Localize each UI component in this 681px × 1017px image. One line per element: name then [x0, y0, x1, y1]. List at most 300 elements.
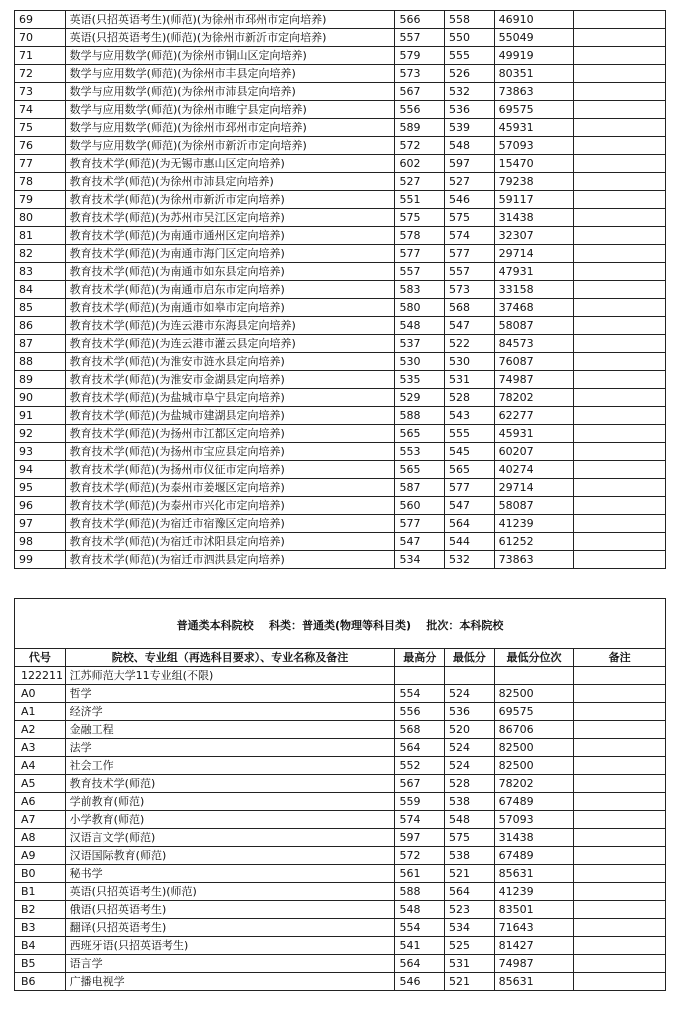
row-min-score: 521 [445, 973, 495, 991]
row-min-score: 530 [445, 353, 495, 371]
table-row [15, 83, 666, 101]
table-row [15, 811, 666, 829]
table-row [15, 281, 666, 299]
row-min-score: 573 [445, 281, 495, 299]
row-code: B2 [15, 901, 66, 919]
row-name: 教育技术学(师范)(为南通市通州区定向培养) [65, 227, 395, 245]
table-row [15, 353, 666, 371]
table-row [15, 29, 666, 47]
bottom-table-body [15, 667, 666, 991]
row-max-score: 572 [395, 137, 445, 155]
row-max-score: 541 [395, 937, 445, 955]
row-min-score: 547 [445, 317, 495, 335]
table-row [15, 335, 666, 353]
row-max-score: 556 [395, 101, 445, 119]
row-name: 英语(只招英语考生)(师范)(为徐州市邳州市定向培养) [65, 11, 395, 29]
row-idx: 78 [15, 173, 66, 191]
row-min-score: 575 [445, 829, 495, 847]
row-note [574, 65, 666, 83]
table-row [15, 515, 666, 533]
row-code: B1 [15, 883, 66, 901]
row-min-rank: 33158 [494, 281, 574, 299]
row-name: 西班牙语(只招英语考生) [65, 937, 395, 955]
row-idx: 77 [15, 155, 66, 173]
table-row [15, 263, 666, 281]
row-min-rank: 85631 [494, 865, 574, 883]
table-row [15, 757, 666, 775]
row-idx: 86 [15, 317, 66, 335]
row-name: 教育技术学(师范)(为扬州市江都区定向培养) [65, 425, 395, 443]
table-row [15, 371, 666, 389]
row-code: A5 [15, 775, 66, 793]
row-min-rank: 73863 [494, 83, 574, 101]
table-row [15, 497, 666, 515]
row-idx: 82 [15, 245, 66, 263]
table-row [15, 955, 666, 973]
table-row [15, 443, 666, 461]
row-min-rank: 82500 [494, 739, 574, 757]
table-row [15, 739, 666, 757]
table-row [15, 775, 666, 793]
table-row [15, 119, 666, 137]
row-max-score: 559 [395, 793, 445, 811]
row-min-rank: 74987 [494, 371, 574, 389]
row-note [574, 263, 666, 281]
row-idx: 94 [15, 461, 66, 479]
row-min-rank: 40274 [494, 461, 574, 479]
row-min-rank: 31438 [494, 829, 574, 847]
row-min-score: 528 [445, 389, 495, 407]
row-note [574, 685, 666, 703]
table-row [15, 937, 666, 955]
row-name: 金融工程 [65, 721, 395, 739]
row-name: 经济学 [65, 703, 395, 721]
row-name: 英语(只招英语考生)(师范)(为徐州市新沂市定向培养) [65, 29, 395, 47]
row-idx: 96 [15, 497, 66, 515]
row-max-score: 567 [395, 775, 445, 793]
row-min-rank: 71643 [494, 919, 574, 937]
row-max-score: 583 [395, 281, 445, 299]
table-row [15, 317, 666, 335]
table-row [15, 101, 666, 119]
row-idx: 74 [15, 101, 66, 119]
row-min-rank: 78202 [494, 389, 574, 407]
section-header-box [14, 598, 666, 648]
group-name: 江苏师范大学11专业组(不限) [65, 667, 395, 685]
table-row [15, 173, 666, 191]
row-max-score: 560 [395, 497, 445, 515]
row-min-rank: 67489 [494, 793, 574, 811]
row-max-score: 529 [395, 389, 445, 407]
row-name: 小学教育(师范) [65, 811, 395, 829]
row-min-score: 532 [445, 83, 495, 101]
table-row [15, 461, 666, 479]
row-min-rank: 57093 [494, 137, 574, 155]
row-note [574, 11, 666, 29]
row-min-rank: 76087 [494, 353, 574, 371]
row-name: 教育技术学(师范)(为泰州市兴化市定向培养) [65, 497, 395, 515]
row-min-score: 574 [445, 227, 495, 245]
row-min-rank: 59117 [494, 191, 574, 209]
row-name: 教育技术学(师范)(为连云港市灌云县定向培养) [65, 335, 395, 353]
row-max-score: 573 [395, 65, 445, 83]
row-note [574, 137, 666, 155]
row-name: 数学与应用数学(师范)(为徐州市沛县定向培养) [65, 83, 395, 101]
row-max-score: 535 [395, 371, 445, 389]
table-row [15, 973, 666, 991]
row-code: B3 [15, 919, 66, 937]
row-name: 数学与应用数学(师范)(为徐州市铜山区定向培养) [65, 47, 395, 65]
row-min-rank: 82500 [494, 757, 574, 775]
row-code: A0 [15, 685, 66, 703]
row-name: 数学与应用数学(师范)(为徐州市新沂市定向培养) [65, 137, 395, 155]
group-code: 122211 [15, 667, 66, 685]
row-min-score: 558 [445, 11, 495, 29]
row-idx: 69 [15, 11, 66, 29]
row-note [574, 703, 666, 721]
row-min-rank: 45931 [494, 119, 574, 137]
row-max-score: 587 [395, 479, 445, 497]
row-max-score: 548 [395, 317, 445, 335]
row-idx: 79 [15, 191, 66, 209]
row-idx: 72 [15, 65, 66, 83]
row-name: 教育技术学(师范)(为南通市如皋市定向培养) [65, 299, 395, 317]
row-note [574, 515, 666, 533]
row-max-score: 556 [395, 703, 445, 721]
row-min-rank: 80351 [494, 65, 574, 83]
row-note [574, 793, 666, 811]
row-min-rank: 73863 [494, 551, 574, 569]
row-idx: 83 [15, 263, 66, 281]
row-code: A8 [15, 829, 66, 847]
row-note [574, 227, 666, 245]
table-row [15, 703, 666, 721]
table-row [15, 685, 666, 703]
row-min-rank: 58087 [494, 497, 574, 515]
row-note [574, 299, 666, 317]
row-min-rank: 41239 [494, 883, 574, 901]
row-min-rank: 81427 [494, 937, 574, 955]
group-row [15, 667, 666, 685]
row-max-score: 589 [395, 119, 445, 137]
row-name: 数学与应用数学(师范)(为徐州市睢宁县定向培养) [65, 101, 395, 119]
row-min-rank: 60207 [494, 443, 574, 461]
row-note [574, 533, 666, 551]
row-name: 秘书学 [65, 865, 395, 883]
row-idx: 84 [15, 281, 66, 299]
bottom-score-table [14, 648, 666, 991]
row-min-score: 524 [445, 685, 495, 703]
row-min-score: 550 [445, 29, 495, 47]
row-note [574, 389, 666, 407]
row-name: 翻译(只招英语考生) [65, 919, 395, 937]
row-min-rank: 85631 [494, 973, 574, 991]
row-note [574, 317, 666, 335]
row-min-score: 545 [445, 443, 495, 461]
row-min-rank: 46910 [494, 11, 574, 29]
row-name: 教育技术学(师范)(为徐州市沛县定向培养) [65, 173, 395, 191]
row-idx: 95 [15, 479, 66, 497]
row-name: 哲学 [65, 685, 395, 703]
row-max-score: 588 [395, 883, 445, 901]
row-min-rank: 47931 [494, 263, 574, 281]
row-min-score: 547 [445, 497, 495, 515]
row-max-score: 588 [395, 407, 445, 425]
row-note [574, 83, 666, 101]
row-min-score: 534 [445, 919, 495, 937]
row-idx: 99 [15, 551, 66, 569]
table-row [15, 65, 666, 83]
header-code: 代号 [15, 649, 66, 667]
row-note [574, 407, 666, 425]
row-name: 教育技术学(师范)(为扬州市仪征市定向培养) [65, 461, 395, 479]
section-caption: 普通类本科院校 科类：普通类(物理等科目类) 批次：本科院校 [176, 619, 504, 632]
row-max-score: 567 [395, 83, 445, 101]
row-max-score: 554 [395, 685, 445, 703]
row-note [574, 811, 666, 829]
table-row [15, 299, 666, 317]
row-max-score: 557 [395, 29, 445, 47]
group-note [574, 667, 666, 685]
row-code: A4 [15, 757, 66, 775]
table-row [15, 407, 666, 425]
row-name: 汉语国际教育(师范) [65, 847, 395, 865]
row-max-score: 575 [395, 209, 445, 227]
row-min-rank: 55049 [494, 29, 574, 47]
table-row [15, 551, 666, 569]
row-note [574, 461, 666, 479]
row-idx: 70 [15, 29, 66, 47]
row-min-rank: 49919 [494, 47, 574, 65]
table-row [15, 191, 666, 209]
row-name: 数学与应用数学(师范)(为徐州市丰县定向培养) [65, 65, 395, 83]
row-code: B0 [15, 865, 66, 883]
row-min-score: 568 [445, 299, 495, 317]
row-max-score: 565 [395, 461, 445, 479]
row-min-score: 546 [445, 191, 495, 209]
row-min-rank: 15470 [494, 155, 574, 173]
header-max: 最高分 [395, 649, 445, 667]
row-note [574, 829, 666, 847]
row-name: 社会工作 [65, 757, 395, 775]
table-row [15, 155, 666, 173]
table-row [15, 11, 666, 29]
row-min-score: 555 [445, 425, 495, 443]
row-min-rank: 61252 [494, 533, 574, 551]
row-min-score: 555 [445, 47, 495, 65]
row-note [574, 721, 666, 739]
row-max-score: 537 [395, 335, 445, 353]
row-min-rank: 84573 [494, 335, 574, 353]
row-note [574, 119, 666, 137]
row-min-rank: 58087 [494, 317, 574, 335]
row-min-score: 520 [445, 721, 495, 739]
row-idx: 89 [15, 371, 66, 389]
row-idx: 98 [15, 533, 66, 551]
row-note [574, 155, 666, 173]
row-min-score: 523 [445, 901, 495, 919]
row-min-score: 538 [445, 847, 495, 865]
row-name: 教育技术学(师范)(为宿迁市泗洪县定向培养) [65, 551, 395, 569]
row-code: A3 [15, 739, 66, 757]
row-min-score: 531 [445, 371, 495, 389]
table-row [15, 901, 666, 919]
row-name: 教育技术学(师范)(为南通市启东市定向培养) [65, 281, 395, 299]
table-row [15, 479, 666, 497]
row-min-rank: 83501 [494, 901, 574, 919]
header-row [15, 649, 666, 667]
row-name: 汉语言文学(师范) [65, 829, 395, 847]
row-idx: 80 [15, 209, 66, 227]
row-min-rank: 69575 [494, 101, 574, 119]
group-max [395, 667, 445, 685]
row-min-rank: 82500 [494, 685, 574, 703]
row-idx: 71 [15, 47, 66, 65]
row-note [574, 847, 666, 865]
row-min-score: 557 [445, 263, 495, 281]
row-min-score: 536 [445, 703, 495, 721]
row-note [574, 901, 666, 919]
row-name: 教育技术学(师范)(为淮安市金湖县定向培养) [65, 371, 395, 389]
row-note [574, 335, 666, 353]
table-row [15, 829, 666, 847]
row-min-score: 577 [445, 245, 495, 263]
row-max-score: 566 [395, 11, 445, 29]
header-note: 备注 [574, 649, 666, 667]
row-min-rank: 41239 [494, 515, 574, 533]
row-name: 教育技术学(师范)(为苏州市吴江区定向培养) [65, 209, 395, 227]
row-min-rank: 62277 [494, 407, 574, 425]
row-name: 教育技术学(师范)(为泰州市姜堰区定向培养) [65, 479, 395, 497]
row-note [574, 281, 666, 299]
row-min-rank: 79238 [494, 173, 574, 191]
row-idx: 87 [15, 335, 66, 353]
table-row [15, 245, 666, 263]
table-row [15, 847, 666, 865]
row-min-score: 522 [445, 335, 495, 353]
row-max-score: 553 [395, 443, 445, 461]
row-min-rank: 67489 [494, 847, 574, 865]
row-idx: 91 [15, 407, 66, 425]
row-name: 教育技术学(师范)(为盐城市建湖县定向培养) [65, 407, 395, 425]
row-max-score: 580 [395, 299, 445, 317]
row-max-score: 564 [395, 739, 445, 757]
row-idx: 97 [15, 515, 66, 533]
row-note [574, 443, 666, 461]
table-row [15, 209, 666, 227]
row-idx: 75 [15, 119, 66, 137]
row-min-rank: 29714 [494, 479, 574, 497]
row-note [574, 29, 666, 47]
row-name: 教育技术学(师范)(为淮安市涟水县定向培养) [65, 353, 395, 371]
row-idx: 76 [15, 137, 66, 155]
row-max-score: 546 [395, 973, 445, 991]
row-idx: 92 [15, 425, 66, 443]
row-name: 教育技术学(师范) [65, 775, 395, 793]
row-max-score: 548 [395, 901, 445, 919]
row-min-score: 536 [445, 101, 495, 119]
row-idx: 93 [15, 443, 66, 461]
row-min-score: 525 [445, 937, 495, 955]
row-name: 广播电视学 [65, 973, 395, 991]
row-max-score: 578 [395, 227, 445, 245]
row-max-score: 547 [395, 533, 445, 551]
row-min-rank: 32307 [494, 227, 574, 245]
row-min-score: 531 [445, 955, 495, 973]
row-name: 教育技术学(师范)(为南通市海门区定向培养) [65, 245, 395, 263]
row-code: B5 [15, 955, 66, 973]
row-min-score: 526 [445, 65, 495, 83]
row-min-score: 597 [445, 155, 495, 173]
row-name: 教育技术学(师范)(为无锡市惠山区定向培养) [65, 155, 395, 173]
row-min-score: 539 [445, 119, 495, 137]
row-max-score: 579 [395, 47, 445, 65]
row-note [574, 47, 666, 65]
row-min-score: 577 [445, 479, 495, 497]
row-code: A7 [15, 811, 66, 829]
row-min-score: 532 [445, 551, 495, 569]
row-note [574, 955, 666, 973]
row-idx: 73 [15, 83, 66, 101]
row-name: 语言学 [65, 955, 395, 973]
row-idx: 90 [15, 389, 66, 407]
row-max-score: 534 [395, 551, 445, 569]
row-code: A6 [15, 793, 66, 811]
row-min-score: 528 [445, 775, 495, 793]
row-note [574, 101, 666, 119]
row-min-score: 544 [445, 533, 495, 551]
row-min-score: 538 [445, 793, 495, 811]
row-note [574, 479, 666, 497]
row-max-score: 568 [395, 721, 445, 739]
row-idx: 88 [15, 353, 66, 371]
row-note [574, 353, 666, 371]
row-min-rank: 31438 [494, 209, 574, 227]
row-code: B4 [15, 937, 66, 955]
row-idx: 85 [15, 299, 66, 317]
row-name: 教育技术学(师范)(为宿迁市宿豫区定向培养) [65, 515, 395, 533]
table-row [15, 137, 666, 155]
row-note [574, 883, 666, 901]
header-min: 最低分 [445, 649, 495, 667]
row-note [574, 919, 666, 937]
row-min-rank: 74987 [494, 955, 574, 973]
row-name: 教育技术学(师范)(为徐州市新沂市定向培养) [65, 191, 395, 209]
row-max-score: 564 [395, 955, 445, 973]
row-max-score: 577 [395, 245, 445, 263]
group-rank [494, 667, 574, 685]
row-name: 教育技术学(师范)(为盐城市阜宁县定向培养) [65, 389, 395, 407]
row-code: A9 [15, 847, 66, 865]
top-score-table [14, 10, 666, 569]
row-min-score: 564 [445, 883, 495, 901]
row-name: 教育技术学(师范)(为南通市如东县定向培养) [65, 263, 395, 281]
row-min-score: 548 [445, 811, 495, 829]
row-min-score: 543 [445, 407, 495, 425]
table-row [15, 721, 666, 739]
row-note [574, 551, 666, 569]
row-name: 教育技术学(师范)(为宿迁市沭阳县定向培养) [65, 533, 395, 551]
row-min-rank: 78202 [494, 775, 574, 793]
row-max-score: 602 [395, 155, 445, 173]
row-min-rank: 69575 [494, 703, 574, 721]
row-name: 教育技术学(师范)(为连云港市东海县定向培养) [65, 317, 395, 335]
row-name: 数学与应用数学(师范)(为徐州市邳州市定向培养) [65, 119, 395, 137]
group-min [445, 667, 495, 685]
table-row [15, 793, 666, 811]
row-max-score: 557 [395, 263, 445, 281]
table-row [15, 865, 666, 883]
